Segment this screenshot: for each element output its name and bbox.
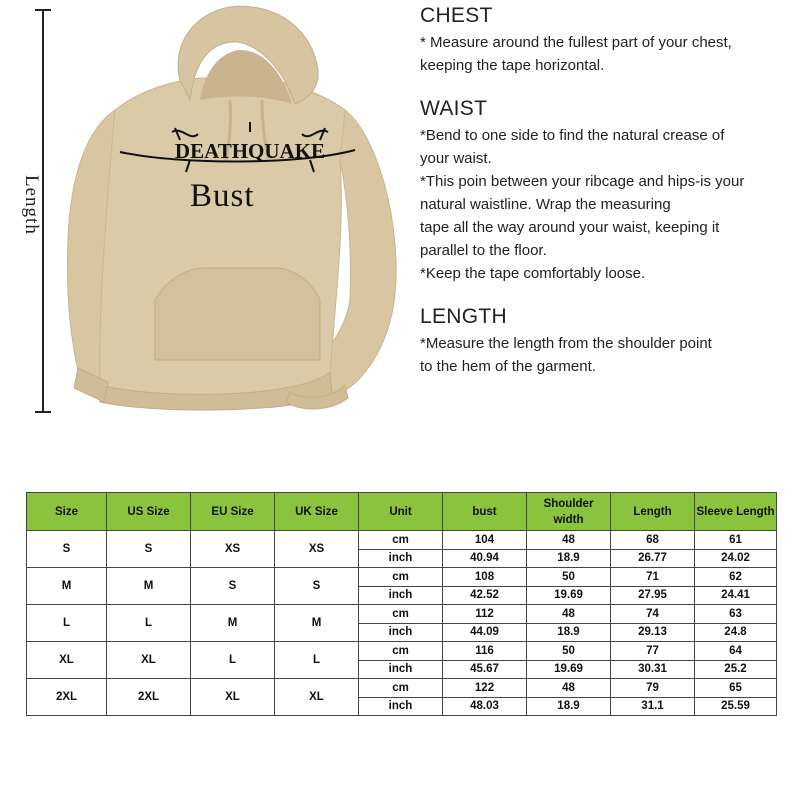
bust-cell: 48.03 [443, 697, 527, 716]
us-size-cell: 2XL [107, 679, 191, 716]
note-line: *This poin between your ribcage and hips-is your [420, 173, 745, 190]
table-row [27, 679, 777, 698]
unit-cell: cm [359, 531, 443, 550]
column-header: UK Size [275, 493, 359, 531]
length-cell: 79 [611, 679, 695, 698]
note-line: to the hem of the garment. [420, 358, 596, 375]
shoulder-width-cell: 18.9 [527, 623, 611, 642]
note-line: *Keep the tape comfortably loose. [420, 265, 646, 282]
length-cell: 26.77 [611, 549, 695, 568]
unit-cell: cm [359, 568, 443, 587]
table-row [27, 642, 777, 661]
shoulder-width-cell: 48 [527, 679, 611, 698]
unit-cell: inch [359, 697, 443, 716]
bust-cell: 116 [443, 642, 527, 661]
table-row [27, 605, 777, 624]
unit-cell: cm [359, 679, 443, 698]
column-header: EU Size [191, 493, 275, 531]
eu-size-cell: XL [191, 679, 275, 716]
column-header: Size [27, 493, 107, 531]
length-title: LENGTH [420, 305, 507, 328]
size-cell: S [27, 531, 107, 568]
unit-cell: inch [359, 549, 443, 568]
sleeve-length-cell: 25.2 [695, 660, 777, 679]
note-line: keeping the tape horizontal. [420, 57, 605, 74]
length-cell: 29.13 [611, 623, 695, 642]
size-cell: M [27, 568, 107, 605]
sleeve-length-cell: 64 [695, 642, 777, 661]
chest-note [420, 4, 795, 77]
column-header: Length [611, 493, 695, 531]
shoulder-width-cell: 50 [527, 568, 611, 587]
table-row [27, 568, 777, 587]
waist-title: WAIST [420, 97, 488, 120]
size-cell: XL [27, 642, 107, 679]
length-cell: 27.95 [611, 586, 695, 605]
sleeve-length-cell: 63 [695, 605, 777, 624]
size-cell: L [27, 605, 107, 642]
uk-size-cell: M [275, 605, 359, 642]
length-cell: 74 [611, 605, 695, 624]
length-label: Length [21, 175, 42, 235]
unit-cell: cm [359, 605, 443, 624]
note-line: your waist. [420, 150, 492, 167]
bust-cell: 40.94 [443, 549, 527, 568]
sleeve-length-cell: 24.8 [695, 623, 777, 642]
eu-size-cell: M [191, 605, 275, 642]
column-header: US Size [107, 493, 191, 531]
bust-cell: 104 [443, 531, 527, 550]
us-size-cell: XL [107, 642, 191, 679]
bust-cell: 44.09 [443, 623, 527, 642]
us-size-cell: L [107, 605, 191, 642]
hoodie-illustration [0, 0, 410, 440]
unit-cell: inch [359, 660, 443, 679]
column-header: Unit [359, 493, 443, 531]
unit-cell: inch [359, 623, 443, 642]
chest-title: CHEST [420, 4, 493, 27]
length-cell: 30.31 [611, 660, 695, 679]
sleeve-length-cell: 24.02 [695, 549, 777, 568]
length-cell: 31.1 [611, 697, 695, 716]
unit-cell: inch [359, 586, 443, 605]
column-header: bust [443, 493, 527, 531]
table-body [27, 531, 777, 716]
column-header: Shoulder width [527, 493, 611, 531]
unit-cell: cm [359, 642, 443, 661]
uk-size-cell: L [275, 642, 359, 679]
shoulder-width-cell: 18.9 [527, 549, 611, 568]
length-note [420, 305, 795, 378]
shoulder-width-cell: 19.69 [527, 660, 611, 679]
note-line: *Measure the length from the shoulder point [420, 335, 712, 352]
eu-size-cell: S [191, 568, 275, 605]
note-line: * Measure around the fullest part of your chest, [420, 34, 732, 51]
sleeve-length-cell: 65 [695, 679, 777, 698]
length-cell: 77 [611, 642, 695, 661]
us-size-cell: S [107, 531, 191, 568]
bust-cell: 108 [443, 568, 527, 587]
eu-size-cell: XS [191, 531, 275, 568]
length-cell: 71 [611, 568, 695, 587]
sleeve-length-cell: 25.59 [695, 697, 777, 716]
length-cell: 68 [611, 531, 695, 550]
note-line: tape all the way around your waist, keeping it [420, 219, 720, 236]
uk-size-cell: S [275, 568, 359, 605]
bust-cell: 45.67 [443, 660, 527, 679]
waist-note [420, 97, 795, 285]
bust-label: Bust [190, 178, 255, 214]
note-line: natural waistline. Wrap the measuring [420, 196, 671, 213]
bust-cell: 112 [443, 605, 527, 624]
size-cell: 2XL [27, 679, 107, 716]
graphic-text: DEATHQUAKE [174, 139, 326, 163]
table-header-row [27, 493, 777, 531]
shoulder-width-cell: 48 [527, 605, 611, 624]
size-table [26, 492, 777, 716]
note-line: *Bend to one side to find the natural crease of [420, 127, 725, 144]
us-size-cell: M [107, 568, 191, 605]
bust-cell: 122 [443, 679, 527, 698]
measurement-notes [420, 4, 795, 398]
sleeve-length-cell: 24.41 [695, 586, 777, 605]
column-header: Sleeve Length [695, 493, 777, 531]
shoulder-width-cell: 48 [527, 531, 611, 550]
uk-size-cell: XL [275, 679, 359, 716]
uk-size-cell: XS [275, 531, 359, 568]
table-row [27, 531, 777, 550]
sleeve-length-cell: 61 [695, 531, 777, 550]
shoulder-width-cell: 18.9 [527, 697, 611, 716]
eu-size-cell: L [191, 642, 275, 679]
note-line: parallel to the floor. [420, 242, 547, 259]
sleeve-length-cell: 62 [695, 568, 777, 587]
size-chart [26, 492, 776, 716]
shoulder-width-cell: 19.69 [527, 586, 611, 605]
hoodie-drawing [0, 0, 410, 440]
bust-cell: 42.52 [443, 586, 527, 605]
shoulder-width-cell: 50 [527, 642, 611, 661]
